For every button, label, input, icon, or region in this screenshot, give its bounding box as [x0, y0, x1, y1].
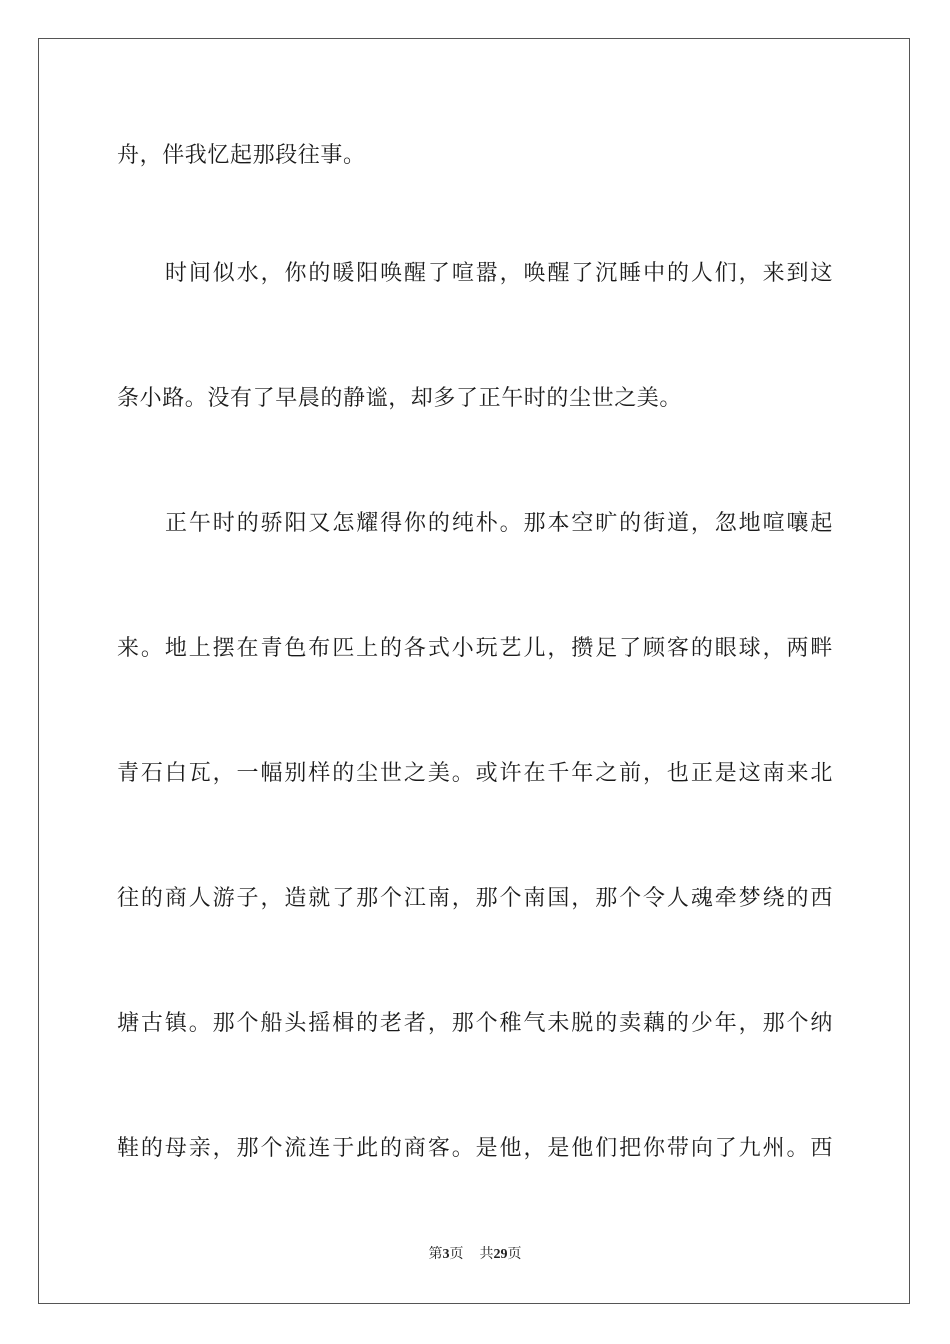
total-unit: 页 — [507, 1246, 522, 1262]
text-line-2: 时间似水，你的暖阳唤醒了喧嚣，唤醒了沉睡中的人们，来到这 — [165, 261, 833, 286]
page-number: 3 — [442, 1247, 450, 1262]
text-line-1: 舟，伴我忆起那段往事。 — [117, 143, 366, 168]
text-line-7: 往的商人游子，造就了那个江南，那个南国，那个令人魂牵梦绕的西 — [117, 886, 833, 911]
total-prefix: 共 — [479, 1246, 494, 1262]
text-line-9: 鞋的母亲，那个流连于此的商客。是他，是他们把你带向了九州。西 — [117, 1136, 833, 1161]
text-line-8: 塘古镇。那个船头摇楫的老者，那个稚气未脱的卖藕的少年，那个纳 — [117, 1011, 833, 1036]
text-line-6: 青石白瓦，一幅别样的尘世之美。或许在千年之前，也正是这南来北 — [117, 761, 833, 786]
page-prefix: 第 — [428, 1246, 443, 1262]
text-line-3: 条小路。没有了早晨的静谧，却多了正午时的尘世之美。 — [117, 386, 683, 411]
text-line-5: 来。地上摆在青色布匹上的各式小玩艺儿，攒足了顾客的眼球，两畔 — [117, 636, 833, 661]
text-line-4: 正午时的骄阳又怎耀得你的纯朴。那本空旷的街道，忽地喧嚷起 — [165, 511, 833, 536]
page-unit: 页 — [449, 1246, 464, 1262]
page-footer — [0, 1245, 950, 1264]
total-pages: 29 — [493, 1247, 508, 1262]
page-border — [38, 38, 910, 1304]
